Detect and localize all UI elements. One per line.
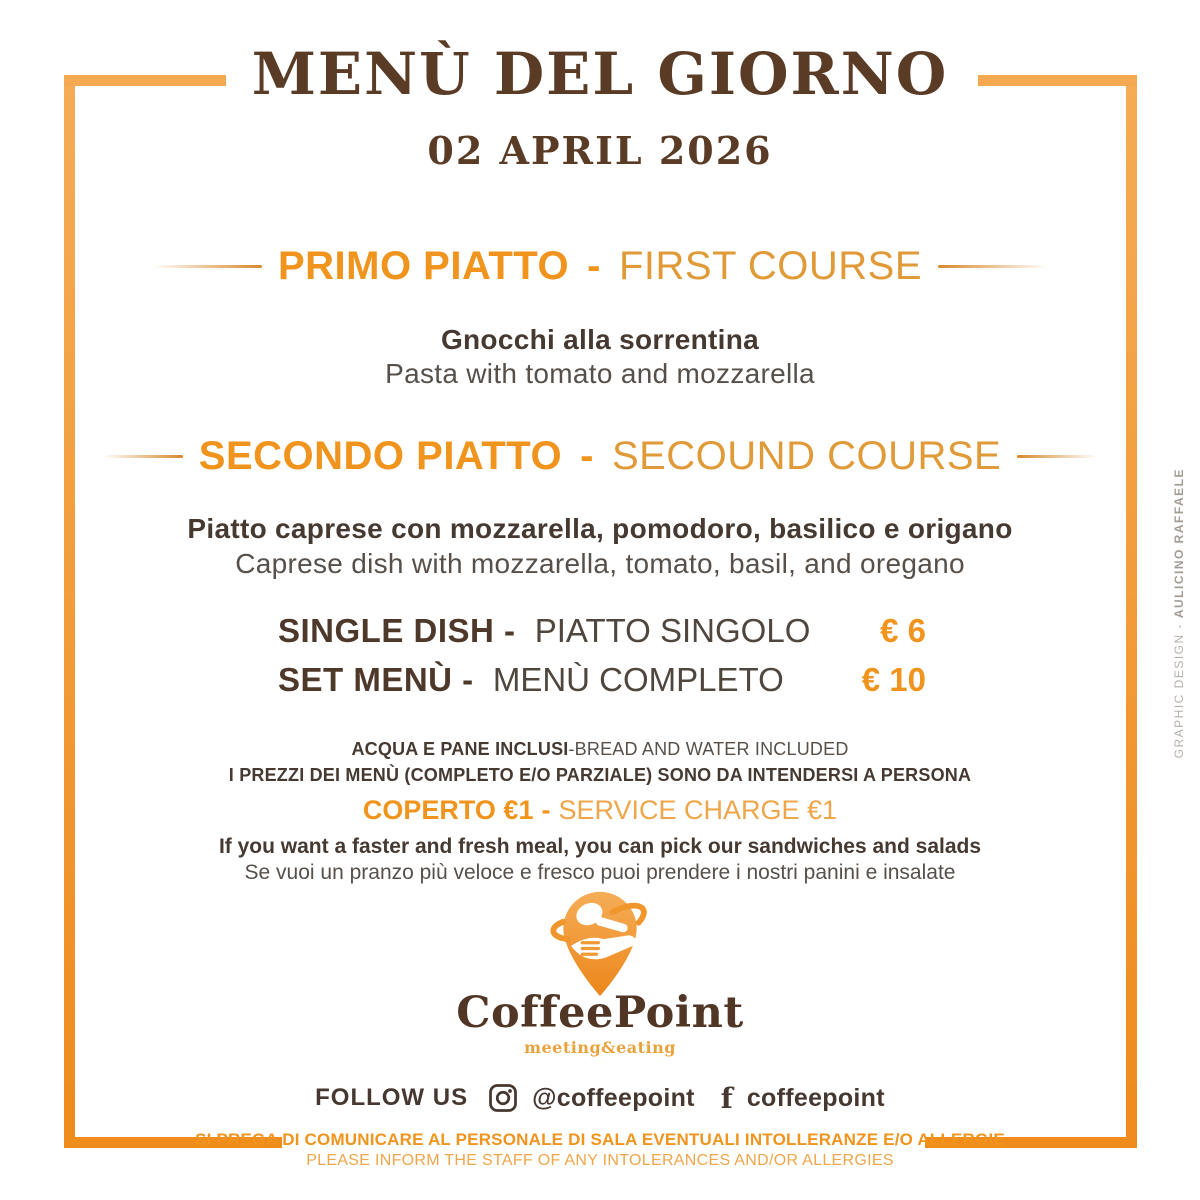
brand-tagline: meeting&eating bbox=[524, 1038, 676, 1057]
menu-date: 02 APRIL 2026 bbox=[427, 128, 773, 173]
page-title: MENÙ DEL GIORNO bbox=[251, 40, 949, 108]
allergy-notice-english: PLEASE INFORM THE STAFF OF ANY INTOLERANCES AND/OR ALLERGIES bbox=[306, 1152, 894, 1169]
first-course-dish-italian: Gnocchi alla sorrentina bbox=[440, 324, 760, 355]
allergy-notice-italian: SI PREGA DI COMUNICARE AL PERSONALE DI SALA EVENTUALI INTOLLERANZE E/O ALLERGIE bbox=[195, 1130, 1005, 1149]
bread-water-note-rest: -BREAD AND WATER INCLUDED bbox=[568, 739, 849, 759]
fast-meal-note-italian: Se vuoi un pranzo più veloce e fresco puoi prendere i nostri panini e insalate bbox=[244, 861, 956, 884]
service-charge-separator: - bbox=[541, 795, 551, 825]
bread-water-note-bold: ACQUA E PANE INCLUSI bbox=[351, 739, 569, 759]
second-course-dish-english: Caprese dish with mozzarella, tomato, basil, and oregano bbox=[235, 548, 965, 579]
second-course-heading bbox=[0, 434, 1200, 479]
price-row-single-dish bbox=[278, 612, 926, 661]
second-course-title-it: SECONDO PIATTO bbox=[198, 434, 563, 478]
bread-water-note bbox=[0, 739, 1200, 760]
set-menu-price: € 10 bbox=[861, 661, 926, 698]
heading-separator: - bbox=[580, 434, 594, 478]
fast-meal-note-english: If you want a faster and fresh meal, you can pick our sandwiches and salads bbox=[218, 835, 982, 858]
instagram-handle: @coffeepoint bbox=[532, 1083, 695, 1112]
service-charge-line bbox=[0, 795, 1200, 826]
first-course-heading bbox=[0, 244, 1200, 289]
facebook-icon: f bbox=[720, 1081, 733, 1115]
first-course-dish-english: Pasta with tomato and mozzarella bbox=[385, 358, 815, 389]
credit-name: AULICINO RAFFAELE bbox=[1172, 468, 1186, 619]
single-dish-price: € 6 bbox=[880, 612, 926, 649]
service-charge-en: SERVICE CHARGE €1 bbox=[558, 795, 838, 825]
instagram-icon bbox=[488, 1083, 518, 1113]
heading-rule-left bbox=[152, 265, 262, 268]
second-course-title-en: SECOUND COURSE bbox=[611, 434, 1002, 478]
single-dish-label-en: SINGLE DISH - bbox=[278, 612, 516, 649]
price-list bbox=[278, 612, 926, 710]
first-course-title-en: FIRST COURSE bbox=[618, 244, 923, 288]
brand-name: CoffeePoint bbox=[456, 988, 744, 1038]
graphic-design-credit bbox=[1172, 468, 1186, 758]
social-row bbox=[0, 1080, 1200, 1116]
service-charge-it: COPERTO €1 bbox=[362, 795, 534, 825]
coffeepoint-pin-icon bbox=[540, 888, 660, 998]
set-menu-label-it: MENÙ COMPLETO bbox=[492, 661, 784, 698]
heading-separator: - bbox=[587, 244, 601, 288]
facebook-handle: coffeepoint bbox=[746, 1083, 885, 1112]
heading-rule-right bbox=[1017, 455, 1097, 458]
set-menu-label-en: SET MENÙ - bbox=[278, 661, 474, 698]
first-course-title-it: PRIMO PIATTO bbox=[277, 244, 570, 288]
single-dish-label-it: PIATTO SINGOLO bbox=[534, 612, 811, 649]
second-course-dish-italian: Piatto caprese con mozzarella, pomodoro, basilico e origano bbox=[187, 513, 1013, 544]
coffeepoint-logo bbox=[0, 888, 1200, 998]
price-row-set-menu bbox=[278, 661, 926, 710]
heading-rule-left bbox=[103, 455, 183, 458]
heading-rule-right bbox=[938, 265, 1048, 268]
follow-us-label: FOLLOW US bbox=[315, 1084, 469, 1111]
per-person-note: I PREZZI DEI MENÙ (COMPLETO E/O PARZIALE) SONO DA INTENDERSI A PERSONA bbox=[228, 765, 972, 785]
credit-prefix: GRAPHIC DESIGN - bbox=[1172, 618, 1186, 759]
